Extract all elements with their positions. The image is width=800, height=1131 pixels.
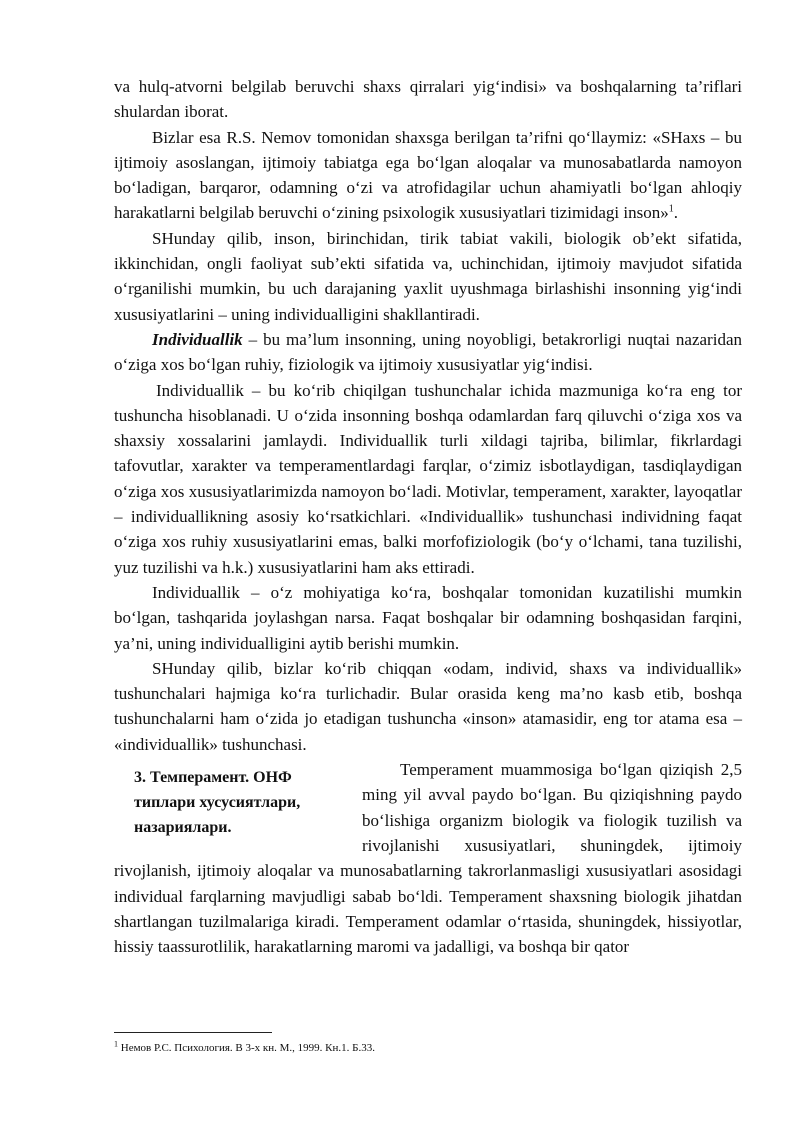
paragraph-8: Temperament muammosiga bo‘lgan qiziqish 2,5 ming yil avval paydo bo‘lgan. Bu qiziqishning paydo bo‘lishiga organizm biologik va fiologik tuzilish va rivojlanishi xususiyatlari, shuningdek, ijtimoiy rivojlanish, ijtimoiy aloqalar va munosabatlarning takrorlanmasligi xususiyatlari asosidagi individual farqlarning mavjudligi sabab bo‘ldi. Temperament shaxsning biologik jihatdan shartlangan tuzilmalariga kiradi. Temperament odamlar o‘rtasida, shuningdek, hissiyotlar, hissiy taassurotlilik, harakatlarning maromi va jadalligi, va boshqa bir qator (114, 760, 742, 957)
footnote (114, 1041, 734, 1055)
footnote-reference[interactable]: 1 (668, 203, 674, 215)
footnote-mark: 1 (114, 1039, 118, 1049)
paragraph-2 (114, 125, 742, 226)
section-heading: 3. Темперамент. ОНФ типлари хусусиятлари, назариялари. (134, 769, 301, 837)
paragraph-1: va hulq-atvorni belgilab beruvchi shaxs qirralari yig‘indisi» va boshqalarning ta’riflari shulardan iborat. (114, 77, 742, 122)
paragraph-6: Individuallik – o‘z mohiyatiga ko‘ra, boshqalar tomonidan kuzatilishi mumkin bo‘lgan, tashqarida joylashgan narsa. Faqat boshqalar bir odamning boshqasidan farqini, ya’ni, uning individualligini aytib berishi mumkin. (114, 582, 742, 653)
paragraph-3: SHunday qilib, inson, birinchidan, tirik tabiat vakili, biologik ob’ekt sifatida, ikkinchidan, ongli faoliyat sub’ekti sifatida va, uchinchidan, ijtimoiy mavjudot sifatida o‘rganilishi mumkin, bu uch darajaning yaxlit uyushmaga birlashishi insonning yig‘indi xususiyatlarini – uning individualligini shakllantiradi. (114, 228, 742, 324)
paragraph-5: Individuallik – bu ko‘rib chiqilgan tushunchalar ichida mazmuniga ko‘ra eng tor tushuncha hisoblanadi. U o‘zida insonning boshqa odamlardan farq qiluvchi o‘ziga xos va shaxsiy xossalarini jamlaydi. Individuallik turli xildagi tajriba, bilimlar, fikrlardagi tafovutlar, xarakter va temperamentlardagi farqlar, o‘zimiz isbotlaydigan, tasdiqlaydigan o‘ziga xos xususiyatlarimizda namoyon bo‘ladi. Motivlar, temperament, xarakter, layoqatlar – individuallikning asosiy ko‘rsatkichlari. «Individuallik» tushunchasi individning faqat o‘ziga xos ruhiy xususiyatlarini emas, balki morfofiziologik (bo‘y o‘lchami, tana tuzilishi, yuz tuzilishi va h.k.) xususiyatlarini ham aks ettiradi. (114, 380, 742, 577)
paragraph-2-text: Bizlar esa R.S. Nemov tomonidan shaxsga berilgan ta’rifni qo‘llaymiz: «SHaxs – bu ijtimoiy asoslangan, ijtimoiy tabiatga ega bo‘lgan aloqalar va munosabatlarda namoyon bo‘ladigan, barqaror, odamning o‘zi va atrofidagilar uchun ahamiyatli bo‘lgan ahloqiy harakatlarni belgilab beruvchi o‘zining psixologik xususiyatlari tizimidagi inson» (114, 127, 742, 223)
paragraph-7: SHunday qilib, bizlar ko‘rib chiqqan «odam, individ, shaxs va individuallik» tushunchalari hajmiga ko‘ra turlichadir. Bular orasida keng ma’no kasb etib, boshqa tushunchalarni ham o‘zida jo etadigan tushuncha «inson» atamasidir, eng tor atama esa – «individuallik» tushunchasi. (114, 658, 742, 754)
paragraph-4-text: – bu ma’lum insonning, uning noyobligi, betakrorligi nuqtai nazaridan o‘ziga xos bo‘lgan ruhiy, fiziologik va ijtimoiy xususiyatlar yig‘indisi. (114, 329, 742, 375)
footnote-divider (114, 1032, 272, 1033)
section-heading-box (134, 765, 344, 840)
term-individuallik: Individuallik (152, 329, 243, 349)
paragraph-2-end: . (673, 203, 678, 223)
main-text (114, 74, 742, 959)
paragraph-4 (114, 327, 742, 378)
footnote-text: Немов Р.С. Психология. В 3-х кн. М., 1999. Кн.1. Б.33. (118, 1042, 375, 1054)
